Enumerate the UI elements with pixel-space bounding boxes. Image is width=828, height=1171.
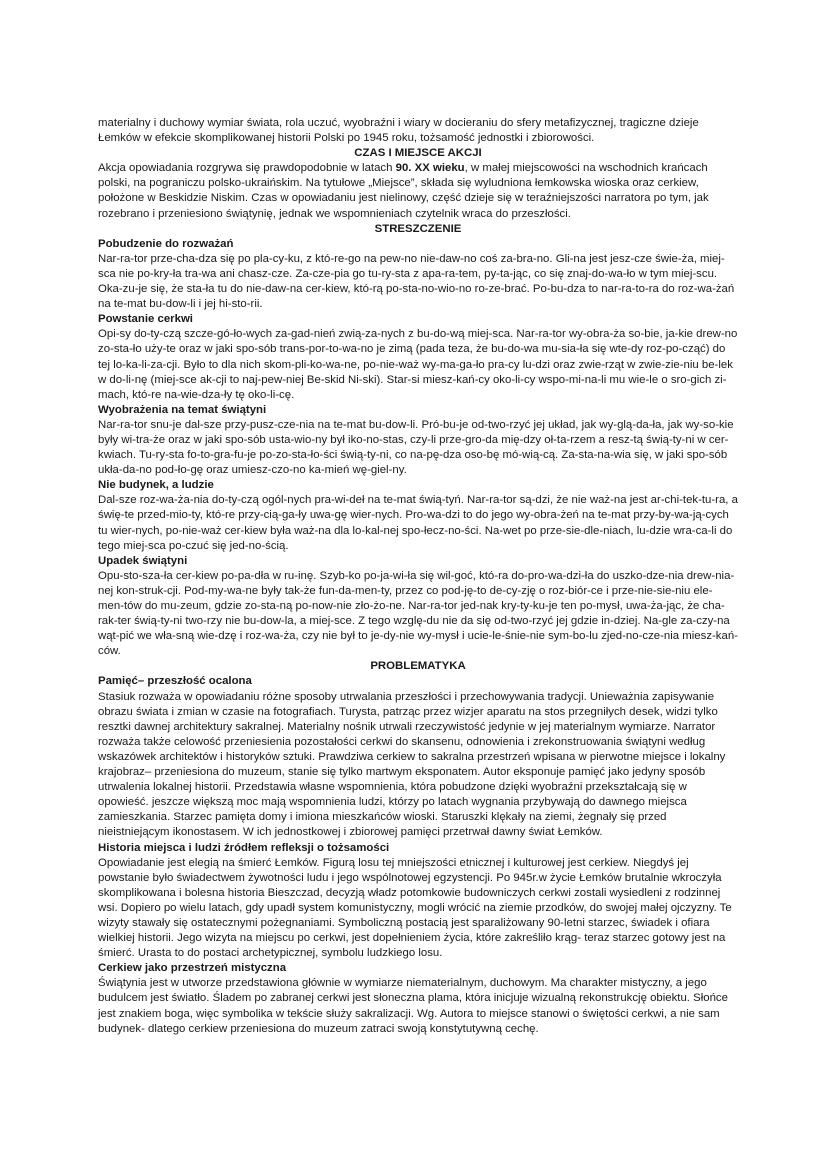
section-title-czas: CZAS I MIEJSCE AKCJI	[354, 147, 482, 160]
czas-text-before: Akcja opowiadania rozgrywa się prawdopodobnie w latach	[98, 162, 396, 175]
czas-text-after: , w małej miejscowości na wschodnich krańcach polski, na pograniczu polsko-ukraińskim. Na tytułowe „Miejsce”, składa się wyludniona łemkowska wioska oraz cerkiew, położone w Beskidzie Niskim. Czas w opowiadaniu jest nielinowy, część dzieje się w teraźniejszości narratora po tym, jak rozebrano i przeniesiono świątynię, jednak we wspomnieniach czytelnik wraca do przeszłości.	[98, 162, 709, 220]
subheading: Cerkiew jako przestrzeń mistyczna	[98, 962, 287, 975]
paragraph: Dal-sze roz-wa-ża-nia do-ty-czą ogól-nych pra-wi-deł na te-mat świą-tyń. Nar-ra-tor są-dzi, że nie waż-na jest ar-chi-tek-tu-ra, a świę-te przed-mio-ty, któ-re przy-cią-ga-ły uwa-gę wier-nych. Pro-wa-dzi to do jego wy-obra-żeń na te-mat przy-by-wa-ją-cych tu wier-nych, po-nie-waż cer-kiew była waż-na dla lo-kal-nej spo-łecz-no-ści. Na-wet po prze-sie-dle-niach, lu-dzie wra-ca-li do tego miej-sca po-czuć się jed-no-ścią.	[98, 494, 738, 552]
paragraph: Nar-ra-tor snu-je dal-sze przy-pusz-cze-nia na te-mat bu-dow-li. Pró-bu-je od-two-rzyć jej układ, jak wy-glą-da-ła, jak wy-so-kie były wi-tra-że oraz w jaki spo-sób usta-wio-ny był iko-no-stas, czy-li prze-gro-da mię-dzy oł-ta-rzem a resz-tą świą-ty-ni w cer-kwiach. Tu-ry-sta fo-to-gra-fu-je po-zo-sta-ło-ści świą-ty-ni, co na-pę-dza oso-bę mó-wią-cą. Za-sta-na-wia się, w jaki spo-sób ukła-da-no pod-ło-gę oraz umiesz-czo-no ka-mień wę-giel-ny.	[98, 418, 734, 477]
subheading: Powstanie cerkwi	[98, 313, 193, 326]
paragraph: Opu-sto-sza-ła cer-kiew po-pa-dła w ru-inę. Szyb-ko po-ja-wi-ła się wil-goć, któ-ra do-pro-wa-dzi-ła do uszko-dze-nia drew-nia-nej kon-struk-cji. Pod-my-wa-ne były tak-że fun-da-men-ty, przez co pod-ję-to de-cy-zję o roz-biór-ce i prze-nie-sie-niu ele-men-tów do mu-zeum, gdzie zo-sta-ną po-now-nie zło-żo-ne. Nar-ra-tor jed-nak kry-ty-ku-je ten po-mysł, uwa-ża-jąc, że cha-rak-ter świą-ty-ni two-rzy nie bu-dow-la, a miej-sce. Z tego wzglę-du nie da się od-two-rzyć jej gdzie in-dziej. Na-gle za-czy-na wąt-pić we wła-sną wie-dzę i roz-wa-ża, czy nie był to je-dy-nie wy-mysł i ucie-le-śnie-nie sym-bo-lu zjed-no-cze-nia miesz-kań-ców.	[98, 569, 738, 658]
section-title-streszczenie: STRESZCZENIE	[374, 222, 462, 235]
subheading: Pamięć– przeszłość ocalona	[98, 675, 252, 688]
paragraph: Nar-ra-tor prze-cha-dza się po pla-cy-ku, z któ-re-go na pew-no nie-daw-no coś za-bra-no. Gli-na jest jesz-cze świe-ża, miej-sca nie po-kry-ła tra-wa ani chasz-cze. Za-cze-pia go tu-ry-sta z apa-ra-tem, py-ta-jąc, co się znaj-do-wa-ło w tym miej-scu. Oka-zu-je się, że sta-ła tu do nie-daw-na cer-kiew, któ-rą po-sta-no-wio-no ro-ze-brać. Po-bu-dza to nar-ra-to-ra do roz-wa-żań na te-mat bu-dow-li i jej hi-sto-rii.	[98, 252, 735, 311]
czas-paragraph	[98, 161, 738, 221]
section-title-problematyka: PROBLEMATYKA	[370, 660, 466, 673]
subheading: Wyobrażenia na temat świątyni	[98, 403, 267, 416]
subheading: Upadek świątyni	[98, 554, 188, 567]
subheading: Pobudzenie do rozważań	[98, 237, 234, 250]
czas-text-bold: 90. XX wieku	[395, 162, 465, 175]
paragraph: Stasiuk rozważa w opowiadaniu różne sposoby utrwalania przeszłości i przechowywania tradycji. Unieważnia zapisywanie obrazu świata i zmian w czasie na fotografiach. Turysta, patrząc przez wizjer aparatu na stos przegniłych desek, widzi tylko resztki dawnej architektury sakralnej. Materialny nośnik utrwali rzeczywistość jedynie w jej materialnym wymiarze. Narrator rozważa także celowość przeniesienia pozostałości cerkwi do skansenu, odnowienia i zrekonstruowania świątyni według wskazówek architektów i historyków sztuki. Prawdziwa cerkiew to sakralna przestrzeń wpisana w pierwotne miejsce i lokalny krajobraz– przeniesiona do muzeum, stanie się tylko martwym eksponatem. Autor eksponuje pamięć jako jedyny sposób utrwalenia lokalnej historii. Przedstawia własne wspomnienia, która pobudzone dzięki wyobraźni przekształcają się w opowieść. jeszcze większą moc mają wspomnienia ludzi, którzy po latach wygnania przybywają do dawnego miejsca zamieszkania. Starzec pamięta domy i imiona mieszkańców wioski. Staruszki klękały na ziemi, żegnały się przed nieistniejącym ikonostasem. W ich jednostkowej i zbiorowej pamięci przetrwał dawny świat Łemków.	[98, 690, 726, 839]
paragraph: Opi-sy do-ty-czą szcze-gó-ło-wych za-gad-nień zwią-za-nych z bu-do-wą miej-sca. Nar-ra-tor wy-obra-ża so-bie, ja-kie drew-no zo-sta-ło uży-te oraz w jaki spo-sób trans-por-to-wa-no je zimą (pada teza, że bu-do-wa mu-sia-ła się wte-dy roz-po-cząć) do tej lo-ka-li-za-cji. Było to dla nich skom-pli-ko-wa-ne, po-nie-waż wy-ma-ga-ło pra-cy lu-dzi oraz zwie-rząt w zwie-zie-niu be-lek w do-li-nę (miej-sce ak-cji to naj-pew-niej Be-skid Ni-ski). Star-si miesz-kań-cy oko-li-cy wspo-mi-na-li mu wie-le o sro-gich zi-mach, któ-re na-wie-dza-ły tę oko-li-cę.	[98, 328, 738, 401]
paragraph: Świątynia jest w utworze przedstawiona głównie w wymiarze niematerialnym, duchowym. Ma charakter mistyczny, a jego budulcem jest światło. Śladem po zabranej cerkwi jest słoneczna plama, która inicjuje wizualną rekonstrukcję obiektu. Słońce jest znakiem boga, więc symbolika w tekście służy sakralizacji. Wg. Autora to miejsce stanowi o świętości cerkwi, a nie sam budynek- dlatego cerkiew przeniesiona do muzeum zatraci swoją konstytutywną cechę.	[98, 977, 728, 1035]
subheading: Nie budynek, a ludzie	[98, 479, 214, 492]
intro-paragraph: materialny i duchowy wymiar świata, rola uczuć, wyobraźni i wiary w docieraniu do sfery metafizycznej, tragiczne dzieje Łemków w efekcie skomplikowanej historii Polski po 1945 roku, tożsamość jednostki i zbiorowości.	[98, 117, 699, 145]
subheading: Historia miejsca i ludzi źródłem refleksji o tożsamości	[98, 841, 390, 854]
document-page	[98, 116, 738, 1037]
paragraph: Opowiadanie jest elegią na śmierć Łemków. Figurą losu tej mniejszości etnicznej i kulturowej jest cerkiew. Niegdyś jej powstanie było świadectwem żywotności ludu i jego wspólnotowej egzystencji. Po 945r.w życie Łemków brutalnie wkroczyła skomplikowana i bolesna historia Bieszczad, decyzją władz potomkowie budowniczych cerkwi zostali wysiedleni z rodzinnej wsi. Dopiero po wielu latach, gdy upadł system komunistyczny, mogli wrócić na ziemie przodków, do swojej małej ojczyzny. Te wizyty stawały się ostatecznymi pożegnaniami. Symboliczną postacią jest sparaliżowany 90-letni starzec, świadek i ofiara wielkiej historii. Jego wizyta na miejscu po cerkwi, jest dopełnieniem życia, które zakreśliło krąg- teraz starzec gotowy jest na śmierć. Urasta to do postaci archetypicznej, symbolu ludzkiego losu.	[98, 856, 732, 960]
